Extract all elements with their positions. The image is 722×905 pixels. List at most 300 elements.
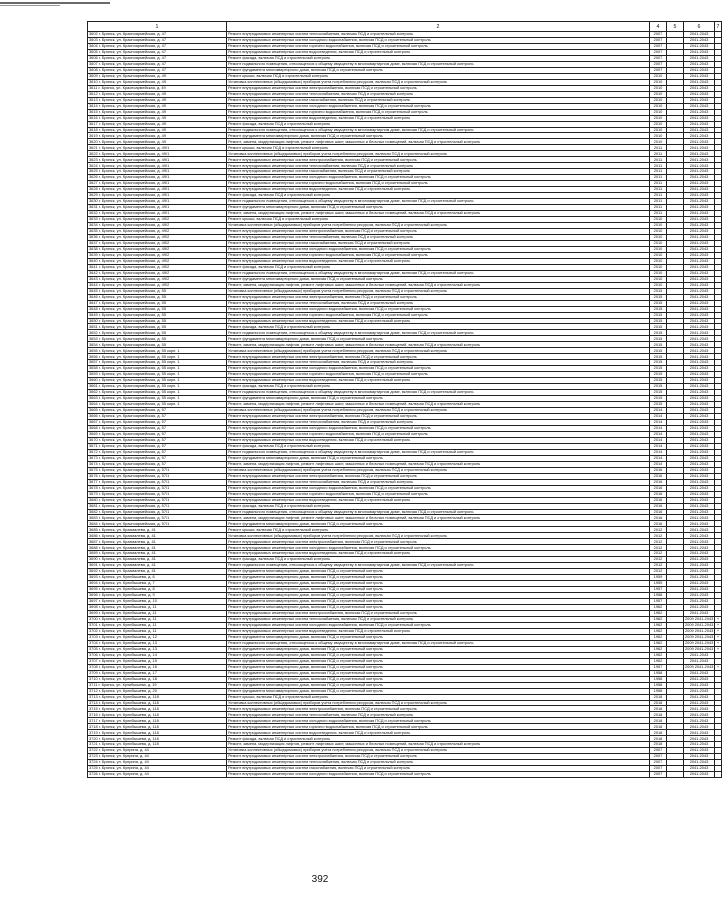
cell-period: 2041-2043 bbox=[684, 205, 715, 211]
row-number: 3695 bbox=[89, 586, 98, 592]
cell-period: 2041-2043 bbox=[684, 246, 715, 252]
cell-work-type: Ремонт внутридомовых инженерных систем электроснабжения, включая ПСД и строительный контроль bbox=[227, 354, 650, 360]
cell-year: 2016 bbox=[650, 497, 667, 503]
cell-year: 2011 bbox=[650, 169, 667, 175]
cell-work-type: Ремонт внутридомовых инженерных систем водоотведения, включая ПСД и строительный контроль bbox=[227, 730, 650, 736]
row-address: г. Брянск, ул. Кулибышева, д. 12 bbox=[98, 634, 157, 640]
header-cell: 4 bbox=[650, 22, 667, 32]
row-address: г. Брянск, ул. Кулибышева, д. 118 bbox=[98, 705, 159, 711]
cell-work-type: Ремонт внутридомовых инженерных систем холодного водоснабжения, включая ПСД и строительный контроль bbox=[227, 366, 650, 372]
cell-year: 2016 bbox=[650, 521, 667, 527]
row-address: г. Брянск, ул. Красноармейская, д. 49/1 bbox=[98, 144, 170, 150]
row-number: 3661 bbox=[89, 383, 98, 389]
row-address: г. Брянск, ул. Красноармейская, д. 47 bbox=[98, 37, 167, 43]
row-number: 3654 bbox=[89, 341, 98, 347]
row-address: г. Брянск, ул. Красноармейская, д. 49 bbox=[98, 114, 167, 120]
cell-work-type: Ремонт внутридомовых инженерных систем горячего водоснабжения, включая ПСД и строительный контроль bbox=[227, 491, 650, 497]
cell-year: 2007 bbox=[650, 55, 667, 61]
cell-work-type: Ремонт фундамента многоквартирного дома, включая ПСД и строительный контроль bbox=[227, 676, 650, 682]
cell-work-type: Ремонт внутридомовых инженерных систем теплоснабжения, включая ПСД и строительный контроль bbox=[227, 616, 650, 622]
row-address: г. Брянск, ул. Кулибышева, д. 11 bbox=[98, 628, 157, 634]
row-address: г. Брянск, ул. Красноармейская, д. 49/2 bbox=[98, 269, 170, 275]
cell-work-type: Ремонт фундамента многоквартирного дома, включая ПСД и строительный контроль bbox=[227, 646, 650, 652]
cell-period: 2041-2043 bbox=[684, 414, 715, 420]
cell-work-type: Ремонт подвального помещения, относящегося к общему имуществу в многоквартирном доме, включая ПСД и строительный контроль bbox=[227, 390, 650, 396]
cell-year: 2010 bbox=[650, 109, 667, 115]
row-address: г. Брянск, ул. Красноармейская, д. 49 bbox=[98, 96, 167, 102]
row-address: г. Брянск, ул. Кулибышева, д. 10 bbox=[98, 598, 157, 604]
cell-period: 2041-2043 bbox=[684, 402, 715, 408]
cell-year: 2012 bbox=[650, 563, 667, 569]
row-address: г. Брянск, ул. Красноармейская, д. 57/1 bbox=[98, 484, 170, 490]
cell-year: 2007 bbox=[650, 772, 667, 778]
cell-period: 2009 2041-2043 bbox=[685, 616, 714, 622]
cell-period: 2041-2043 bbox=[684, 396, 715, 402]
row-address: г. Брянск, ул. Красноармейская, д. 55 корп. 1 bbox=[98, 389, 180, 395]
row-number: 3721 bbox=[89, 741, 98, 747]
row-number: 3703 bbox=[89, 634, 98, 640]
cell-work-type: Ремонт внутридомовых инженерных систем холодного водоснабжения, включая ПСД и строительный контроль bbox=[227, 772, 650, 778]
row-address: г. Брянск, ул. Красноармейская, д. 57/1 bbox=[98, 478, 170, 484]
row-number: 3681 bbox=[89, 502, 98, 508]
row-number: 3649 bbox=[89, 311, 98, 317]
cell-year: 2007 bbox=[650, 67, 667, 73]
cell-mark: + bbox=[715, 616, 722, 622]
row-address: г. Брянск, ул. Красноармейская, д. 47 bbox=[98, 49, 167, 55]
row-number: 3642 bbox=[89, 269, 98, 275]
row-address: г. Брянск, ул. Красноармейская, д. 49/2 bbox=[98, 228, 170, 234]
cell-year: 1957 bbox=[650, 599, 667, 605]
row-address: г. Брянск, ул. Красноармейская, д. 55 корп. 1 bbox=[98, 401, 180, 407]
cell-period: 2041-2043 bbox=[684, 455, 715, 461]
cell-period: 2041-2043 bbox=[684, 223, 715, 229]
row-address: г. Брянск, ул. Крахмалева, д. 41 bbox=[98, 526, 156, 532]
row-number: 3693 bbox=[89, 574, 98, 580]
row-number: 3717 bbox=[89, 717, 98, 723]
cell-period: 2041-2043 bbox=[684, 330, 715, 336]
cell-work-type: Ремонт фундамента многоквартирного дома, включая ПСД и строительный контроль bbox=[227, 581, 650, 587]
cell-work-type: Ремонт фундамента многоквартирного дома, включая ПСД и строительный контроль bbox=[227, 205, 650, 211]
row-address: г. Брянск, ул. Кулибышева, д. 118 bbox=[98, 729, 159, 735]
cell-period: 2041-2043 bbox=[684, 97, 715, 103]
row-address: г. Брянск, ул. Кулибышева, д. 118 bbox=[98, 693, 159, 699]
cell-period: 2041-2043 bbox=[684, 300, 715, 306]
cell-year: 2014 bbox=[650, 414, 667, 420]
cell-year: 2010 bbox=[650, 115, 667, 121]
row-address: г. Брянск, ул. Красноармейская, д. 49/1 bbox=[98, 150, 170, 156]
cell-period: 2041-2043 bbox=[684, 306, 715, 312]
cell-year: 2015 bbox=[650, 342, 667, 348]
cell-year: 2010 bbox=[650, 91, 667, 97]
row-number: 3711 bbox=[89, 681, 98, 687]
row-number: 3692 bbox=[89, 568, 98, 574]
cell-period: 2041-2043 bbox=[684, 688, 715, 694]
cell-period: 2041-2043 bbox=[684, 766, 715, 772]
cell-work-type: Установка коллективных (общедомовых) приборов учета потребления ресурсов, включая ПСД и строительный контроль bbox=[227, 79, 650, 85]
cell-period: 2009 2041-2043 bbox=[685, 640, 714, 645]
cell-work-type: Ремонт фасада, включая ПСД и строительный контроль bbox=[227, 503, 650, 509]
cell-period: 2041-2043 bbox=[684, 67, 715, 73]
cell-period: 2041-2043 bbox=[684, 491, 715, 497]
row-address: г. Брянск, ул. Красноармейская, д. 49/2 bbox=[98, 252, 170, 258]
cell-work-type: Ремонт внутридомовых инженерных систем холодного водоснабжения, включая ПСД и строительный контроль bbox=[227, 622, 650, 628]
cell-year: 2015 bbox=[650, 402, 667, 408]
cell-year: 2010 bbox=[650, 217, 667, 223]
cell-period: 2041-2043 bbox=[684, 312, 715, 318]
cell-work-type: Ремонт внутридомовых инженерных систем водоотведения, включая ПСД и строительный контроль bbox=[227, 115, 650, 121]
cell-period: 2041-2043 bbox=[684, 706, 715, 712]
row-number: 3680 bbox=[89, 496, 98, 502]
cell-work-type: Ремонт внутридомовых инженерных систем теплоснабжения, включая ПСД и строительный контроль bbox=[227, 32, 650, 38]
row-number: 3607 bbox=[89, 61, 98, 67]
cell-work-type: Ремонт фундамента многоквартирного дома, включая ПСД и строительный контроль bbox=[227, 658, 650, 664]
row-address: г. Брянск, ул. Красноармейская, д. 55 bbox=[98, 293, 167, 299]
row-number: 3639 bbox=[89, 252, 98, 258]
row-address: г. Брянск, ул. Кулибышева, д. 19 bbox=[98, 681, 157, 687]
row-address: г. Брянск, ул. Кулибышева, д. 11 bbox=[98, 622, 157, 628]
row-address: г. Брянск, ул. Кулибышева, д. 13 bbox=[98, 645, 157, 651]
cell-year: 1958 bbox=[650, 593, 667, 599]
cell-work-type: Ремонт, замена, модернизация лифтов, ремонт лифтовых шахт, машинных и блочных помещений, включая ПСД и строительный контроль bbox=[227, 461, 650, 467]
cell-address bbox=[88, 772, 227, 778]
cell-year: 2016 bbox=[650, 515, 667, 521]
cell-work-type: Ремонт внутридомовых инженерных систем газоснабжения, включая ПСД и строительный контроль bbox=[227, 766, 650, 772]
cell-work-type: Ремонт внутридомовых инженерных систем холодного водоснабжения, включая ПСД и строительный контроль bbox=[227, 545, 650, 551]
cell-period: 2041-2043 bbox=[684, 175, 715, 181]
row-address: г. Брянск, ул. Красноармейская, д. 57/1 bbox=[98, 496, 170, 502]
row-number: 3688 bbox=[89, 544, 98, 550]
cell-work-type: Ремонт внутридомовых инженерных систем водоотведения, включая ПСД и строительный контроль bbox=[227, 551, 650, 557]
cell-period: 2041-2043 bbox=[684, 449, 715, 455]
row-number: 3722 bbox=[89, 747, 98, 753]
cell-work-type: Ремонт внутридомовых инженерных систем водоотведения, включая ПСД и строительный контроль bbox=[227, 258, 650, 264]
cell-work-type: Ремонт фундамента многоквартирного дома, включая ПСД и строительный контроль bbox=[227, 455, 650, 461]
row-address: г. Брянск, ул. Красноармейская, д. 57 bbox=[98, 407, 167, 413]
cell-work-type: Ремонт внутридомовых инженерных систем теплоснабжения, включая ПСД и строительный контроль bbox=[227, 479, 650, 485]
cell-work-type: Ремонт фасада, включая ПСД и строительный контроль bbox=[227, 121, 650, 127]
cell-period: 2041-2043 bbox=[684, 509, 715, 515]
cell-year: 2015 bbox=[650, 288, 667, 294]
row-number: 3647 bbox=[89, 299, 98, 305]
cell-work-type: Ремонт фундамента многоквартирного дома, включая ПСД и строительный контроль bbox=[227, 634, 650, 640]
cell-period: 2041-2043 bbox=[684, 133, 715, 139]
row-number: 3641 bbox=[89, 263, 98, 269]
cell-work-type: Ремонт фундамента многоквартирного дома, включая ПСД и строительный контроль bbox=[227, 688, 650, 694]
cell-work-type: Ремонт внутридомовых инженерных систем горячего водоснабжения, включая ПСД и строительный контроль bbox=[227, 109, 650, 115]
cell-period: 2041-2043 bbox=[684, 73, 715, 79]
cell-year: 1958 bbox=[650, 688, 667, 694]
row-address: г. Брянск, ул. Крахмалева, д. 41 bbox=[98, 556, 156, 562]
row-number: 3626 bbox=[89, 174, 98, 180]
row-address: г. Брянск, ул. Красноармейская, д. 57 bbox=[98, 431, 167, 437]
row-address: г. Брянск, ул. Красноармейская, д. 55 корп. 1 bbox=[98, 371, 180, 377]
row-address: г. Брянск, ул. Красноармейская, д. 49/1 bbox=[98, 168, 170, 174]
row-number: 3662 bbox=[89, 389, 98, 395]
cell-period: 2041-2043 bbox=[684, 730, 715, 736]
row-number: 3669 bbox=[89, 431, 98, 437]
cell-period: 2041-2043 bbox=[684, 569, 715, 575]
cell-year: 2016 bbox=[650, 479, 667, 485]
row-address: г. Брянск, ул. Крахмалева, д. 41 bbox=[98, 562, 156, 568]
row-number: 3627 bbox=[89, 180, 98, 186]
row-number: 3625 bbox=[89, 168, 98, 174]
cell-year: 2007 bbox=[650, 37, 667, 43]
cell-year: 2011 bbox=[650, 211, 667, 217]
cell-year: 2010 bbox=[650, 234, 667, 240]
row-number: 3712 bbox=[89, 687, 98, 693]
row-address: г. Брянск, ул. Красноармейская, д. 49/1 bbox=[98, 210, 170, 216]
row-address: г. Брянск, ул. Красноармейская, д. 57/1 bbox=[98, 508, 170, 514]
row-address: г. Брянск, ул. Кулибышева, д. 118 bbox=[98, 735, 159, 741]
row-address: г. Брянск, ул. Красноармейская, д. 49 bbox=[98, 108, 167, 114]
row-address: г. Брянск, ул. Красноармейская, д. 47 bbox=[98, 31, 167, 37]
row-address: г. Брянск, ул. Красноармейская, д. 55 bbox=[98, 287, 167, 293]
header-cell: 6 bbox=[684, 22, 715, 32]
row-address: г. Брянск, ул. Красноармейская, д. 55 bbox=[98, 323, 167, 329]
cell-year: 2012 bbox=[650, 551, 667, 557]
cell-period: 2041-2043 bbox=[684, 264, 715, 270]
row-number: 3689 bbox=[89, 550, 98, 556]
row-address: г. Брянск, ул. Красноармейская, д. 49 bbox=[98, 120, 167, 126]
cell-year: 1957 bbox=[650, 664, 667, 670]
cell-period: 2041-2043 bbox=[684, 151, 715, 157]
cell-year: 2010 bbox=[650, 79, 667, 85]
cell-mark: + bbox=[715, 628, 722, 634]
cell-period: 2041-2043 bbox=[684, 270, 715, 276]
row-number: 3664 bbox=[89, 401, 98, 407]
row-address: г. Брянск, ул. Кулибышева, д. 118 bbox=[98, 699, 159, 705]
cell-year: 2018 bbox=[650, 718, 667, 724]
row-address: г. Брянск, ул. Кулибышева, д. 20 bbox=[98, 687, 157, 693]
row-address: г. Брянск, ул. Красноармейская, д. 57 bbox=[98, 425, 167, 431]
row-number: 3635 bbox=[89, 228, 98, 234]
cell-year: 2018 bbox=[650, 736, 667, 742]
row-address: г. Брянск, ул. Кулибышева, д. 11 bbox=[98, 616, 157, 622]
row-number: 3702 bbox=[89, 628, 98, 634]
cell-period: 2041-2043 bbox=[684, 324, 715, 330]
cell-work-type: Установка коллективных (общедомовых) приборов учета потребления ресурсов, включая ПСД и строительный контроль bbox=[227, 348, 650, 354]
row-number: 3667 bbox=[89, 419, 98, 425]
cell-period: 2041-2043 bbox=[684, 605, 715, 611]
cell-year: 2007 bbox=[650, 754, 667, 760]
cell-period: 2041-2043 bbox=[684, 121, 715, 127]
cell-work-type: Ремонт внутридомовых инженерных систем водоотведения, включая ПСД и строительный контроль bbox=[227, 437, 650, 443]
row-address: г. Брянск, ул. Красноармейская, д. 55 bbox=[98, 329, 167, 335]
row-number: 3671 bbox=[89, 443, 98, 449]
row-number: 3643 bbox=[89, 275, 98, 281]
cell-period: 2041-2043 bbox=[684, 581, 715, 587]
row-number: 3633 bbox=[89, 216, 98, 222]
cell-work-type: Ремонт внутридомовых инженерных систем электроснабжения, включая ПСД и строительный контроль bbox=[227, 754, 650, 760]
cell-work-type: Ремонт фундамента многоквартирного дома, включая ПСД и строительный контроль bbox=[227, 336, 650, 342]
cell-period: 2041-2043 bbox=[684, 109, 715, 115]
row-address: г. Брянск, ул. Кулибышева, д. 8 bbox=[98, 586, 155, 592]
row-number: 3685 bbox=[89, 526, 98, 532]
row-number: 3621 bbox=[89, 144, 98, 150]
cell-year: 2010 bbox=[650, 240, 667, 246]
row-number: 3623 bbox=[89, 156, 98, 162]
cell-year: 2015 bbox=[650, 360, 667, 366]
row-number: 3658 bbox=[89, 365, 98, 371]
cell-work-type: Ремонт внутридомовых инженерных систем горячего водоснабжения, включая ПСД и строительный контроль bbox=[227, 372, 650, 378]
table-header-row bbox=[88, 22, 722, 32]
cell-year: 2015 bbox=[650, 318, 667, 324]
cell-work-type: Ремонт подвального помещения, относящегося к общему имуществу в многоквартирном доме, включая ПСД и строительный контроль bbox=[227, 61, 650, 67]
cell-year: 2016 bbox=[650, 509, 667, 515]
row-number: 3687 bbox=[89, 538, 98, 544]
cell-year: 2015 bbox=[650, 378, 667, 384]
row-address: г. Брянск, ул. Красноармейская, д. 49/2 bbox=[98, 222, 170, 228]
row-address: г. Брянск, ул. Кулибышева, д. 11 bbox=[98, 604, 157, 610]
cell-work-type: Ремонт подвального помещения, относящегося к общему имуществу в многоквартирном доме, включая ПСД и строительный контроль bbox=[227, 127, 650, 133]
cell-period: 2041-2043 bbox=[684, 599, 715, 605]
row-address: г. Брянск, ул. Красноармейская, д. 57/1 bbox=[98, 514, 170, 520]
cell-period: 2041-2043 bbox=[684, 145, 715, 151]
cell-year: 2010 bbox=[650, 282, 667, 288]
row-number: 3725 bbox=[89, 765, 98, 771]
row-address: г. Брянск, ул. Красноармейская, д. 49/2 bbox=[98, 281, 170, 287]
row-address: г. Брянск, ул. Красноармейская, д. 49 bbox=[98, 126, 167, 132]
cell-work-type: Ремонт внутридомовых инженерных систем водоотведения, включая ПСД и строительный контроль bbox=[227, 318, 650, 324]
cell-work-type: Ремонт внутридомовых инженерных систем электроснабжения, включая ПСД и строительный контроль bbox=[227, 706, 650, 712]
cell-work-type: Ремонт внутридомовых инженерных систем водоотведения, включая ПСД и строительный контроль bbox=[227, 497, 650, 503]
row-number: 3679 bbox=[89, 490, 98, 496]
cell-year: 2015 bbox=[650, 354, 667, 360]
cell-year: 2011 bbox=[650, 199, 667, 205]
cell-year: 2018 bbox=[650, 742, 667, 748]
cell-year: 2011 bbox=[650, 187, 667, 193]
cell-work-type: Ремонт внутридомовых инженерных систем электроснабжения, включая ПСД и строительный контроль bbox=[227, 85, 650, 91]
row-address: г. Брянск, ул. Красноармейская, д. 49/2 bbox=[98, 263, 170, 269]
row-address: г. Брянск, ул. Кулибышева, д. 118 bbox=[98, 717, 159, 723]
cell-year: 1962 bbox=[650, 646, 667, 652]
row-number: 3611 bbox=[89, 84, 98, 90]
cell-period: 2041-2043 bbox=[684, 252, 715, 258]
cell-year: 1958 bbox=[650, 676, 667, 682]
cell-work-type: Ремонт фасада, включая ПСД и строительный контроль bbox=[227, 55, 650, 61]
row-number: 3605 bbox=[89, 49, 98, 55]
cell-year: 1962 bbox=[650, 652, 667, 658]
row-address: г. Брянск, ул. Куприна, д. 44 bbox=[98, 771, 149, 777]
cell-work-type: Ремонт подвального помещения, относящегося к общему имуществу в многоквартирном доме, включая ПСД и строительный контроль bbox=[227, 640, 650, 646]
cell-period: 2041-2043 bbox=[684, 211, 715, 217]
cell-work-type: Ремонт внутридомовых инженерных систем электроснабжения, включая ПСД и строительный контроль bbox=[227, 157, 650, 163]
cell-work-type: Ремонт внутридомовых инженерных систем электроснабжения, включая ПСД и строительный контроль bbox=[227, 539, 650, 545]
cell-year: 2007 bbox=[650, 49, 667, 55]
cell-year: 1962 bbox=[650, 628, 667, 634]
row-address: г. Брянск, ул. Красноармейская, д. 47 bbox=[98, 55, 167, 61]
cell-year: 2015 bbox=[650, 294, 667, 300]
cell-period: 2041-2043 bbox=[684, 139, 715, 145]
row-number: 3617 bbox=[89, 120, 98, 126]
cell-period: 2041-2043 bbox=[684, 575, 715, 581]
cell-period: 2009 2041-2043 bbox=[685, 634, 714, 640]
cell-period: 2041-2043 bbox=[684, 437, 715, 443]
cell-year: 2007 bbox=[650, 766, 667, 772]
row-number: 3648 bbox=[89, 305, 98, 311]
row-number: 3720 bbox=[89, 735, 98, 741]
row-address: г. Брянск, ул. Красноармейская, д. 57/1 bbox=[98, 490, 170, 496]
row-address: г. Брянск, ул. Красноармейская, д. 49/2 bbox=[98, 258, 170, 263]
cell-work-type: Ремонт крыши, включая ПСД и строительный контроль bbox=[227, 527, 650, 533]
cell-work-type: Ремонт фасада, включая ПСД и строительный контроль bbox=[227, 384, 650, 390]
cell-work-type: Ремонт фасада, включая ПСД и строительный контроль bbox=[227, 324, 650, 330]
row-address: г. Брянск, ул. Красноармейская, д. 55 корп. 1 bbox=[98, 353, 180, 359]
cell-work-type: Ремонт внутридомовых инженерных систем теплоснабжения, включая ПСД и строительный контроль bbox=[227, 760, 650, 766]
cell-period: 2041-2043 bbox=[684, 318, 715, 324]
row-number: 3602 bbox=[89, 31, 98, 37]
cell-period: 2041-2043 bbox=[684, 127, 715, 133]
row-address: г. Брянск, ул. Красноармейская, д. 47 bbox=[98, 43, 167, 49]
row-address: г. Брянск, ул. Красноармейская, д. 57 bbox=[98, 454, 167, 460]
row-address: г. Брянск, ул. Красноармейская, д. 49 bbox=[98, 78, 167, 84]
cell-work-type: Ремонт внутридомовых инженерных систем водоотведения, включая ПСД и строительный контроль bbox=[227, 628, 650, 634]
cell-period: 2041-2043 bbox=[684, 718, 715, 724]
cell-period: 2041-2043 bbox=[684, 724, 715, 730]
row-number: 3632 bbox=[89, 210, 98, 216]
row-number: 3659 bbox=[89, 371, 98, 377]
row-address: г. Брянск, ул. Красноармейская, д. 57 bbox=[98, 413, 167, 419]
cell-period: 2041-2043 bbox=[684, 169, 715, 175]
row-number: 3684 bbox=[89, 520, 98, 526]
cell-mark: + bbox=[715, 640, 722, 646]
row-number: 3696 bbox=[89, 592, 98, 598]
row-number: 3634 bbox=[89, 222, 98, 228]
cell-period: 2041-2043 bbox=[684, 163, 715, 169]
row-address: г. Брянск, ул. Крахмалева, д. 41 bbox=[98, 568, 156, 574]
row-number: 3650 bbox=[89, 317, 98, 323]
cell-work-type: Ремонт внутридомовых инженерных систем холодного водоснабжения, включая ПСД и строительный контроль bbox=[227, 306, 650, 312]
row-number: 3616 bbox=[89, 114, 98, 120]
row-address: г. Брянск, ул. Красноармейская, д. 49/2 bbox=[98, 216, 170, 222]
cell-year: 2015 bbox=[650, 330, 667, 336]
row-address: г. Брянск, ул. Красноармейская, д. 49/1 bbox=[98, 204, 170, 210]
row-address: г. Брянск, ул. Красноармейская, д. 57 bbox=[98, 443, 167, 449]
cell-year: 1962 bbox=[650, 634, 667, 640]
row-address: г. Брянск, ул. Кулибышева, д. 6 bbox=[98, 574, 155, 580]
cell-year: 2012 bbox=[650, 557, 667, 563]
cell-period: 2041-2043 bbox=[684, 181, 715, 187]
cell-period: 2041-2043 bbox=[684, 461, 715, 467]
row-address: г. Брянск, ул. Куприна, д. 44 bbox=[98, 747, 149, 753]
cell-period: 2041-2043 bbox=[684, 354, 715, 360]
row-address: г. Брянск, ул. Красноармейская, д. 55 корп. 1 bbox=[98, 365, 180, 371]
cell-year: 2015 bbox=[650, 372, 667, 378]
row-number: 3700 bbox=[89, 616, 98, 622]
row-address: г. Брянск, ул. Кулибышева, д. 14 bbox=[98, 651, 157, 657]
row-number: 3704 bbox=[89, 640, 98, 645]
cell-year: 2010 bbox=[650, 139, 667, 145]
cell-period: 2041-2043 bbox=[684, 228, 715, 234]
cell-work-type: Ремонт, замена, модернизация лифтов, ремонт лифтовых шахт, машинных и блочных помещений, включая ПСД и строительный контроль bbox=[227, 342, 650, 348]
cell-period: 2041-2043 bbox=[684, 533, 715, 539]
cell-year: 2010 bbox=[650, 252, 667, 258]
cell-period: 2041-2043 bbox=[684, 587, 715, 593]
cell-mark: + bbox=[715, 634, 722, 640]
cell-work-type: Ремонт внутридомовых инженерных систем холодного водоснабжения, включая ПСД и строительный контроль bbox=[227, 37, 650, 43]
row-number: 3644 bbox=[89, 281, 98, 287]
cell-work-type: Ремонт фундамента многоквартирного дома, включая ПСД и строительный контроль bbox=[227, 133, 650, 139]
row-address: г. Брянск, ул. Красноармейская, д. 55 bbox=[98, 341, 167, 347]
cell-year: 2010 bbox=[650, 264, 667, 270]
cell-period: 2009 2041-2043 bbox=[685, 628, 714, 634]
cell-year: 2018 bbox=[650, 730, 667, 736]
cell-period: 2041-2043 bbox=[684, 479, 715, 485]
cell-work-type: Ремонт фундамента многоквартирного дома, включая ПСД и строительный контроль bbox=[227, 682, 650, 688]
cell-mark: + bbox=[715, 646, 722, 652]
cell-year: 2015 bbox=[650, 366, 667, 372]
cell-year: 2014 bbox=[650, 425, 667, 431]
